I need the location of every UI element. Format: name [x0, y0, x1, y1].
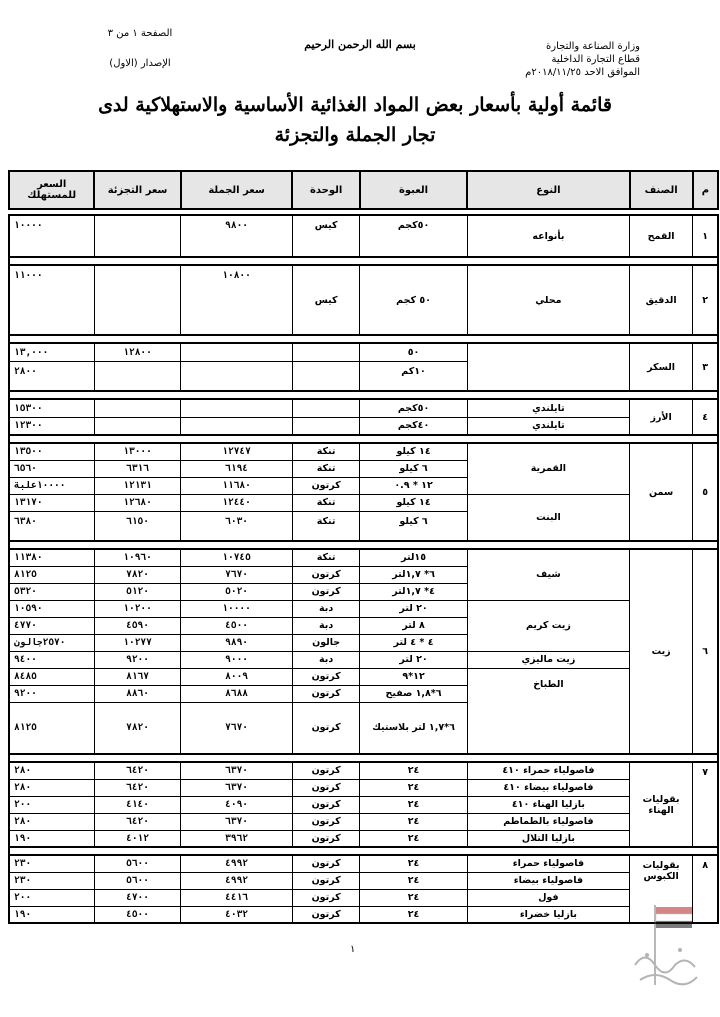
consumer-cell: ٢٠٠	[9, 796, 94, 813]
category-cell: السكر	[630, 343, 693, 391]
consumer-cell: ١٣٥٠٠	[9, 443, 94, 460]
consumer-cell: ٩٢٠٠	[9, 685, 94, 702]
retail-cell: ٦١٥٠	[94, 511, 180, 541]
consumer-cell: ١٣,٠٠٠	[9, 343, 94, 361]
consumer-cell: ٩٤٠٠	[9, 651, 94, 668]
consumer-cell: ٥٣٢٠	[9, 583, 94, 600]
col-header-consumer: السعر للمستهلك	[9, 171, 94, 209]
consumer-cell: ٢٨٠	[9, 779, 94, 796]
wholesale-cell	[181, 399, 293, 417]
wholesale-cell: ٥٠٢٠	[181, 583, 293, 600]
col-header-retail: سعر التجزئة	[94, 171, 180, 209]
consumer-cell: ١١٣٨٠	[9, 549, 94, 566]
package-cell: ٤ * ٤ لتر	[360, 634, 467, 651]
row-number: ٢	[693, 265, 718, 335]
type-cell: فاصولياء بالطماطم	[467, 813, 629, 830]
header-left	[60, 26, 220, 72]
title-line-1: قائمة أولية بأسعار بعض المواد الغذائية الأساسية والاستهلاكية لدى	[98, 94, 612, 116]
category-cell: سمن	[630, 443, 693, 541]
consumer-cell: ٢٨٠	[9, 762, 94, 779]
table-row	[9, 779, 718, 796]
wholesale-cell: ٦٠٣٠	[181, 511, 293, 541]
retail-cell: ٥١٢٠	[94, 583, 180, 600]
consumer-cell: ١٢٣٠٠	[9, 417, 94, 435]
package-cell: ٥٠كجم	[360, 399, 467, 417]
package-cell: ٤٠كجم	[360, 417, 467, 435]
retail-cell: ٦٤٢٠	[94, 779, 180, 796]
wholesale-cell: ٤٠٩٠	[181, 796, 293, 813]
retail-cell: ١٠٩٦٠	[94, 549, 180, 566]
category-cell: زيت	[630, 549, 693, 754]
consumer-cell: ٨١٢٥	[9, 702, 94, 754]
group-rice	[9, 399, 718, 435]
retail-cell: ١٣٠٠٠	[94, 443, 180, 460]
consumer-cell: ١٥٣٠٠	[9, 399, 94, 417]
wholesale-cell: ١٠٧٤٥	[181, 549, 293, 566]
type-cell: البنت	[467, 494, 629, 541]
retail-cell: ٤٥٠٠	[94, 906, 180, 923]
wholesale-cell: ١١٦٨٠	[181, 477, 293, 494]
category-cell: بقوليات الهناء	[630, 762, 693, 847]
type-cell: محلي	[467, 265, 629, 335]
ministry-name: وزارة الصناعة والتجارة	[546, 41, 640, 52]
unit-cell	[292, 361, 359, 391]
type-cell: شيف	[467, 549, 629, 600]
wholesale-cell: ٨٦٨٨	[181, 685, 293, 702]
unit-cell: تنكة	[292, 460, 359, 477]
retail-cell: ٤٧٠٠	[94, 889, 180, 906]
group-sugar	[9, 343, 718, 391]
retail-cell	[94, 265, 180, 335]
table-row	[9, 762, 718, 779]
type-cell: فول	[467, 889, 629, 906]
page-indicator: الصفحة ١ من ٣	[107, 28, 173, 39]
page-number: ١	[350, 944, 356, 955]
unit-cell: دبة	[292, 617, 359, 634]
package-cell: ٦*١,٨ صفيح	[360, 685, 467, 702]
package-cell: ٥٠كجم	[360, 215, 467, 257]
col-header-type: النوع	[467, 171, 629, 209]
table-row	[9, 600, 718, 617]
col-header-wholesale: سعر الجملة	[181, 171, 293, 209]
consumer-cell: ٢٣٠	[9, 872, 94, 889]
type-cell: فاصولياء بيضاء	[467, 872, 629, 889]
unit-cell: كرتون	[292, 477, 359, 494]
wholesale-cell: ٦٣٧٠	[181, 813, 293, 830]
unit-cell: كرتون	[292, 685, 359, 702]
unit-cell	[292, 417, 359, 435]
type-cell: زيت ماليزي	[467, 651, 629, 668]
retail-cell: ٩٢٠٠	[94, 651, 180, 668]
retail-cell: ١٢١٣١	[94, 477, 180, 494]
group-wheat	[9, 215, 718, 257]
wholesale-cell: ٧٦٧٠	[181, 702, 293, 754]
package-cell: ٢٤	[360, 762, 467, 779]
package-cell: ٢٤	[360, 830, 467, 847]
row-number: ٣	[693, 343, 718, 391]
document-title	[60, 90, 650, 150]
package-cell: ١٥لتر	[360, 549, 467, 566]
row-number: ٨	[693, 855, 718, 923]
type-cell: فاصولياء حمراء	[467, 855, 629, 872]
table-row	[9, 668, 718, 685]
table-row	[9, 343, 718, 361]
group-legumes-alkabous	[9, 855, 718, 923]
wholesale-cell	[181, 417, 293, 435]
retail-cell: ١٢٦٨٠	[94, 494, 180, 511]
wholesale-cell: ٩٠٠٠	[181, 651, 293, 668]
unit-cell: دبة	[292, 600, 359, 617]
retail-cell: ٦٤٢٠	[94, 813, 180, 830]
col-header-category: الصنف	[630, 171, 693, 209]
wholesale-cell: ٨٠٠٩	[181, 668, 293, 685]
consumer-cell: ٢٨٠	[9, 813, 94, 830]
table-row	[9, 830, 718, 847]
package-cell: ٦* ١,٧لتر	[360, 566, 467, 583]
price-table-wrapper	[8, 170, 719, 924]
table-row	[9, 651, 718, 668]
package-cell: ١٤ كيلو	[360, 443, 467, 460]
package-cell: ٢٤	[360, 906, 467, 923]
retail-cell: ٤٠١٢	[94, 830, 180, 847]
consumer-cell: ١٩٠	[9, 906, 94, 923]
document-date: الموافق الاحد ٢٠١٨/١١/٢٥م	[525, 67, 640, 78]
col-header-unit: الوحدة	[292, 171, 359, 209]
group-oil	[9, 549, 718, 754]
unit-cell: كرتون	[292, 668, 359, 685]
group-legumes-alhana	[9, 762, 718, 847]
unit-cell: تنكة	[292, 494, 359, 511]
wholesale-cell: ٦٣٧٠	[181, 779, 293, 796]
wholesale-cell: ١٢٧٤٧	[181, 443, 293, 460]
unit-cell: دبة	[292, 651, 359, 668]
table-row	[9, 813, 718, 830]
package-cell: ٢٤	[360, 889, 467, 906]
consumer-cell: ١٠٥٩٠	[9, 600, 94, 617]
consumer-cell: ٢٠٠	[9, 889, 94, 906]
retail-cell: ٨٨٦٠	[94, 685, 180, 702]
type-cell: بأنواعه	[467, 215, 629, 257]
wholesale-cell: ٩٨٠٠	[181, 215, 293, 257]
row-number: ٤	[693, 399, 718, 435]
wholesale-cell: ١٠٨٠٠	[181, 265, 293, 335]
row-number: ٦	[693, 549, 718, 754]
package-cell: ٢٤	[360, 813, 467, 830]
retail-cell	[94, 361, 180, 391]
retail-cell: ٦٣١٦	[94, 460, 180, 477]
consumer-cell: ٢٣٠	[9, 855, 94, 872]
unit-cell: كرتون	[292, 830, 359, 847]
type-cell	[467, 343, 629, 391]
package-cell: ١٢*٩	[360, 668, 467, 685]
unit-cell: تنكة	[292, 511, 359, 541]
wholesale-cell: ٤٠٣٢	[181, 906, 293, 923]
package-cell: ٢٤	[360, 779, 467, 796]
retail-cell: ٨١٦٧	[94, 668, 180, 685]
retail-cell	[94, 417, 180, 435]
unit-cell: كرتون	[292, 813, 359, 830]
type-cell: زيت كريم	[467, 600, 629, 651]
basmala: بسم الله الرحمن الرحيم	[304, 38, 416, 51]
table-row	[9, 494, 718, 511]
row-number: ١	[693, 215, 718, 257]
group-flour	[9, 265, 718, 335]
wholesale-cell	[181, 361, 293, 391]
retail-cell: ٥٦٠٠	[94, 872, 180, 889]
type-cell: فاصولياء بيضاء ٤١٠	[467, 779, 629, 796]
header-right	[440, 40, 640, 79]
unit-cell: كرتون	[292, 872, 359, 889]
retail-cell: ٤٥٩٠	[94, 617, 180, 634]
col-header-m: م	[693, 171, 718, 209]
retail-cell: ١٠٢٠٠	[94, 600, 180, 617]
unit-cell: كرتون	[292, 855, 359, 872]
category-cell: الأرز	[630, 399, 693, 435]
unit-cell: تنكة	[292, 443, 359, 460]
type-cell: الطباخ	[467, 668, 629, 754]
retail-cell	[94, 399, 180, 417]
retail-cell	[94, 215, 180, 257]
package-cell: ٢٠ لتر	[360, 600, 467, 617]
table-row	[9, 417, 718, 435]
retail-cell: ١٢٨٠٠	[94, 343, 180, 361]
package-cell: ١٢ * ٠.٩	[360, 477, 467, 494]
retail-cell: ٥٦٠٠	[94, 855, 180, 872]
package-cell: ٥٠ كجم	[360, 265, 467, 335]
package-cell: ٦*١,٧ لتر بلاستيك	[360, 702, 467, 754]
col-header-package: العبوة	[360, 171, 467, 209]
type-cell: فاصولياء حمراء ٤١٠	[467, 762, 629, 779]
wholesale-cell	[181, 343, 293, 361]
unit-cell: كرتون	[292, 796, 359, 813]
consumer-cell: ٦٣٨٠	[9, 511, 94, 541]
table-header-row	[9, 171, 718, 209]
row-number: ٧	[693, 762, 718, 847]
package-cell: ٢٤	[360, 796, 467, 813]
wholesale-cell: ٦١٩٤	[181, 460, 293, 477]
price-table	[8, 170, 719, 924]
table-row	[9, 549, 718, 566]
wholesale-cell: ١٢٤٤٠	[181, 494, 293, 511]
wholesale-cell: ٩٨٩٠	[181, 634, 293, 651]
wholesale-cell: ٤٩٩٢	[181, 855, 293, 872]
row-number: ٥	[693, 443, 718, 541]
package-cell: ١٤ كيلو	[360, 494, 467, 511]
package-cell: ٦ كيلو	[360, 460, 467, 477]
package-cell: ١٠كم	[360, 361, 467, 391]
consumer-cell: ٨٤٨٥	[9, 668, 94, 685]
package-cell: ٤* ١,٧لتر	[360, 583, 467, 600]
unit-cell: كرتون	[292, 566, 359, 583]
unit-cell: تنكة	[292, 549, 359, 566]
type-cell: القمرية	[467, 443, 629, 494]
category-cell: القمح	[630, 215, 693, 257]
type-cell: بازليا خضراء	[467, 906, 629, 923]
unit-cell	[292, 399, 359, 417]
unit-cell: جالون	[292, 634, 359, 651]
table-row	[9, 796, 718, 813]
consumer-cell: ٢٥٧٠جالون	[9, 634, 94, 651]
consumer-cell: ١٠٠٠٠علبة	[9, 477, 94, 494]
consumer-cell: ١١٠٠٠	[9, 265, 94, 335]
wholesale-cell: ٦٣٧٠	[181, 762, 293, 779]
table-row	[9, 889, 718, 906]
table-row	[9, 215, 718, 257]
type-cell: تايلندي	[467, 399, 629, 417]
wholesale-cell: ٤٥٠٠	[181, 617, 293, 634]
package-cell: ٢٤	[360, 855, 467, 872]
package-cell: ٥٠	[360, 343, 467, 361]
retail-cell: ٧٨٢٠	[94, 702, 180, 754]
package-cell: ٨ لتر	[360, 617, 467, 634]
consumer-cell: ١٩٠	[9, 830, 94, 847]
unit-cell: كرتون	[292, 779, 359, 796]
retail-cell: ٤١٤٠	[94, 796, 180, 813]
table-row	[9, 265, 718, 335]
unit-cell: كرتون	[292, 702, 359, 754]
consumer-cell: ١٠٠٠٠	[9, 215, 94, 257]
group-ghee	[9, 443, 718, 541]
table-row	[9, 872, 718, 889]
sector-name: قطاع التجارة الداخلية	[551, 54, 640, 65]
table-row	[9, 399, 718, 417]
wholesale-cell: ٧٦٧٠	[181, 566, 293, 583]
retail-cell: ٧٨٢٠	[94, 566, 180, 583]
consumer-cell: ١٣١٧٠	[9, 494, 94, 511]
unit-cell: كرتون	[292, 906, 359, 923]
consumer-cell: ٢٨٠٠	[9, 361, 94, 391]
type-cell: بازليا الهناء ٤١٠	[467, 796, 629, 813]
category-cell: بقوليات الكبوس	[630, 855, 693, 923]
wholesale-cell: ٣٩٦٢	[181, 830, 293, 847]
wholesale-cell: ٤٤١٦	[181, 889, 293, 906]
unit-cell: كرتون	[292, 889, 359, 906]
retail-cell: ٦٤٢٠	[94, 762, 180, 779]
wholesale-cell: ٤٩٩٢	[181, 872, 293, 889]
consumer-cell: ٨١٢٥	[9, 566, 94, 583]
retail-cell: ١٠٢٧٧	[94, 634, 180, 651]
package-cell: ٢٠ لتر	[360, 651, 467, 668]
type-cell: تايلندي	[467, 417, 629, 435]
unit-cell: كيس	[292, 265, 359, 335]
unit-cell	[292, 343, 359, 361]
consumer-cell: ٤٧٧٠	[9, 617, 94, 634]
package-cell: ٢٤	[360, 872, 467, 889]
unit-cell: كرتون	[292, 583, 359, 600]
table-row	[9, 855, 718, 872]
type-cell: بازليا التلال	[467, 830, 629, 847]
table-row	[9, 906, 718, 923]
package-cell: ٦ كيلو	[360, 511, 467, 541]
yemen-flag-calligraphy-logo	[625, 895, 705, 995]
title-line-2: تجار الجملة والتجزئة	[274, 124, 436, 146]
category-cell: الدقيق	[630, 265, 693, 335]
wholesale-cell: ١٠٠٠٠	[181, 600, 293, 617]
consumer-cell: ٦٥٦٠	[9, 460, 94, 477]
unit-cell: كرتون	[292, 762, 359, 779]
version-label: الإصدار (الاول)	[109, 58, 171, 69]
unit-cell: كيس	[292, 215, 359, 257]
table-row	[9, 443, 718, 460]
